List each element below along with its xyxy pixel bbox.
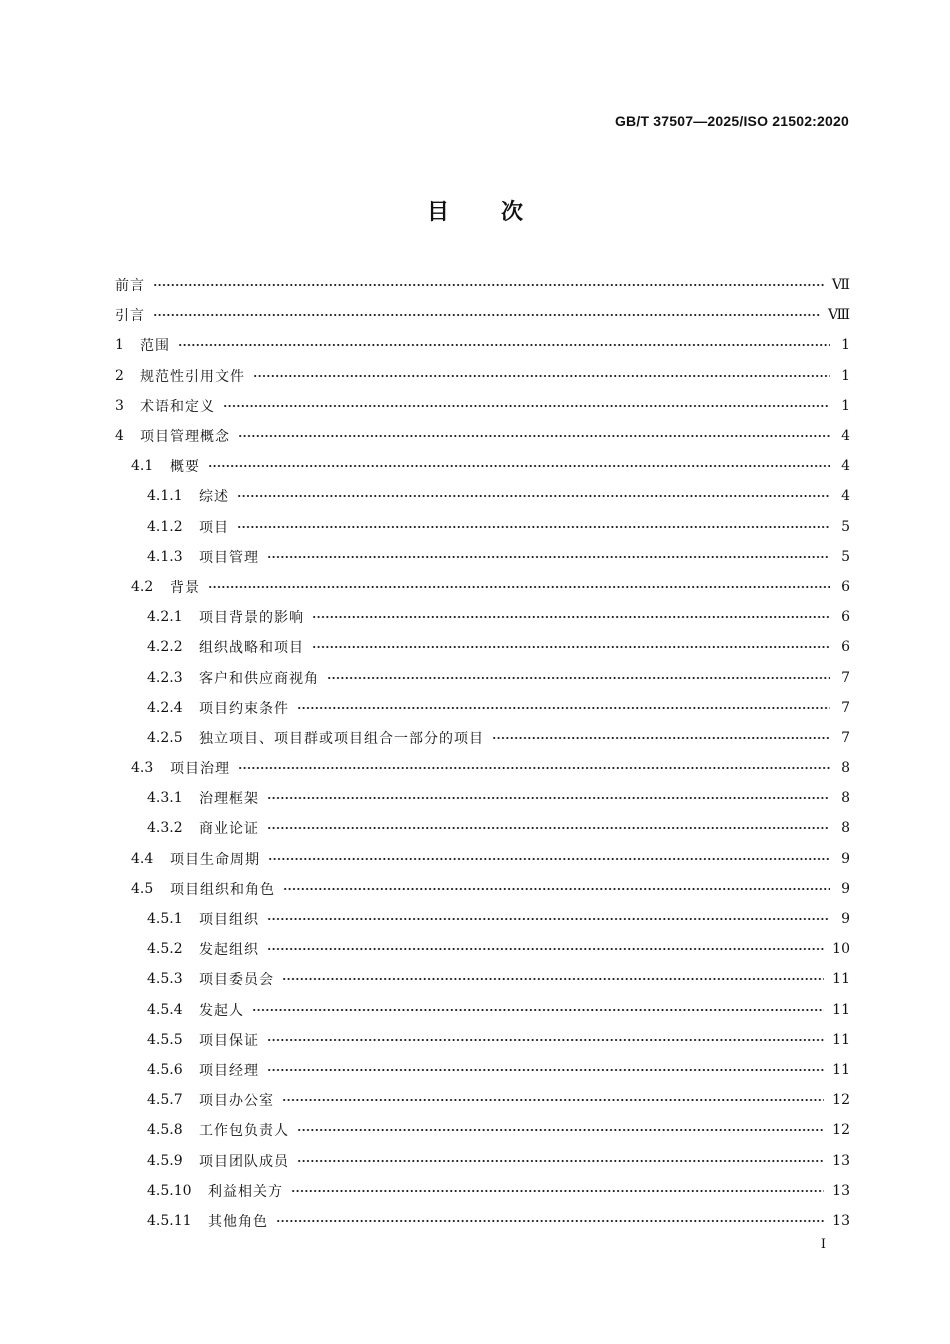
toc-entry[interactable] [115, 361, 850, 391]
toc-entry[interactable] [115, 270, 850, 300]
toc-title [0, 195, 950, 226]
toc-entry[interactable] [115, 1055, 850, 1085]
toc-entry-number: 1 [115, 337, 124, 354]
dot-leader [253, 373, 830, 379]
toc-entry-page: 12 [832, 1092, 850, 1109]
toc-entry[interactable] [115, 512, 850, 542]
toc-entry-title: 范围 [140, 338, 170, 355]
dot-leader [297, 1158, 824, 1164]
toc-entry-number: 4.5.5 [147, 1031, 183, 1048]
dot-leader [297, 1127, 824, 1133]
dot-leader [267, 825, 830, 831]
toc-entry-title: 项目管理 [199, 549, 259, 566]
dot-leader [492, 735, 830, 741]
dot-leader [267, 946, 824, 952]
toc-entry-number: 4.2 [131, 578, 154, 595]
toc-entry[interactable] [115, 572, 850, 602]
dot-leader [238, 433, 830, 439]
toc-entry[interactable] [115, 1145, 850, 1175]
table-of-contents [115, 270, 850, 1236]
dot-leader [153, 312, 820, 318]
toc-entry[interactable] [115, 964, 850, 994]
toc-entry-page: 10 [832, 941, 850, 958]
toc-entry-title: 项目保证 [199, 1032, 259, 1049]
toc-entry-title: 其他角色 [208, 1213, 268, 1230]
dot-leader [312, 614, 830, 620]
toc-entry[interactable] [115, 632, 850, 662]
dot-leader [283, 886, 830, 892]
toc-entry-number: 4.3.2 [147, 820, 183, 837]
toc-entry-title: 引言 [115, 308, 145, 325]
toc-entry-title: 概要 [170, 459, 200, 476]
toc-entry-title: 项目组织 [199, 912, 259, 929]
toc-entry-page: 6 [841, 639, 850, 656]
toc-entry[interactable] [115, 662, 850, 692]
toc-entry-number: 4.2.1 [147, 609, 183, 626]
toc-entry-title: 项目 [199, 519, 229, 536]
toc-entry-title: 发起组织 [199, 942, 259, 959]
toc-entry-page: 11 [832, 1031, 850, 1048]
toc-entry-number: 4.5.1 [147, 911, 183, 928]
toc-entry-number: 4.5.7 [147, 1092, 183, 1109]
dot-leader [297, 705, 830, 711]
toc-entry-page: 5 [841, 548, 850, 565]
toc-entry-title: 综述 [199, 489, 229, 506]
toc-entry-page: 13 [832, 1182, 850, 1199]
toc-entry[interactable] [115, 1176, 850, 1206]
toc-entry-page: Ⅶ [831, 277, 850, 294]
toc-entry-number: 4.1 [131, 458, 154, 475]
toc-entry-page: 4 [841, 458, 850, 475]
dot-leader [267, 795, 830, 801]
toc-entry-number: 4.1.1 [147, 488, 183, 505]
toc-entry-title: 术语和定义 [140, 398, 215, 415]
toc-entry[interactable] [115, 904, 850, 934]
dot-leader [223, 403, 830, 409]
toc-entry-page: 4 [841, 488, 850, 505]
toc-entry-page: 1 [841, 397, 850, 414]
toc-entry-page: 6 [841, 578, 850, 595]
dot-leader [312, 644, 830, 650]
toc-entry-number: 4.5.11 [147, 1212, 192, 1229]
dot-leader [282, 1097, 824, 1103]
toc-entry-title: 项目团队成员 [199, 1153, 289, 1170]
dot-leader [268, 856, 830, 862]
toc-entry-number: 4.5 [131, 880, 154, 897]
dot-leader [267, 916, 830, 922]
toc-entry[interactable] [115, 934, 850, 964]
toc-entry-page: 9 [841, 911, 850, 928]
standard-code: GB/T 37507—2025/ISO 21502:2020 [614, 113, 849, 129]
toc-entry[interactable] [115, 421, 850, 451]
toc-entry-page: 8 [841, 790, 850, 807]
toc-entry-number: 4.1.3 [147, 548, 183, 565]
dot-leader [276, 1218, 824, 1224]
toc-entry[interactable] [115, 874, 850, 904]
toc-entry[interactable] [115, 451, 850, 481]
toc-entry-title: 商业论证 [199, 821, 259, 838]
toc-entry-title: 项目约束条件 [199, 700, 289, 717]
toc-entry[interactable] [115, 1115, 850, 1145]
toc-entry-number: 4.2.3 [147, 669, 183, 686]
toc-entry-page: 7 [841, 699, 850, 716]
toc-entry-page: 13 [832, 1212, 850, 1229]
toc-entry[interactable] [115, 391, 850, 421]
toc-entry[interactable] [115, 1206, 850, 1236]
toc-entry-title: 前言 [115, 278, 145, 295]
toc-entry-number: 4.5.8 [147, 1122, 183, 1139]
toc-entry-page: Ⅷ [827, 307, 850, 324]
toc-entry-page: 8 [841, 760, 850, 777]
toc-entry-number: 4.3.1 [147, 790, 183, 807]
toc-entry-number: 4.3 [131, 760, 154, 777]
dot-leader [267, 554, 830, 560]
toc-entry-title: 项目经理 [199, 1062, 259, 1079]
dot-leader [267, 1037, 824, 1043]
toc-entry-page: 6 [841, 609, 850, 626]
dot-leader [238, 765, 830, 771]
toc-entry-page: 12 [832, 1122, 850, 1139]
toc-entry-number: 4.2.5 [147, 729, 183, 746]
toc-entry-title: 项目办公室 [199, 1093, 274, 1110]
toc-title-char-1: 目 [426, 200, 449, 225]
toc-entry-page: 5 [841, 518, 850, 535]
toc-entry-number: 4.1.2 [147, 518, 183, 535]
toc-entry[interactable] [115, 330, 850, 360]
toc-entry[interactable] [115, 813, 850, 843]
toc-entry-number: 4.4 [131, 850, 154, 867]
toc-entry-page: 9 [841, 850, 850, 867]
toc-entry-number: 4.5.6 [147, 1061, 183, 1078]
toc-entry-number: 4.5.2 [147, 941, 183, 958]
toc-entry[interactable] [115, 1025, 850, 1055]
dot-leader [291, 1188, 824, 1194]
dot-leader [153, 282, 824, 288]
toc-entry-title: 项目组织和角色 [170, 881, 275, 898]
toc-entry-number: 4 [115, 428, 124, 445]
toc-entry-page: 4 [841, 428, 850, 445]
dot-leader [178, 342, 830, 348]
toc-entry-title: 治理框架 [199, 791, 259, 808]
toc-entry-number: 2 [115, 367, 124, 384]
toc-entry-page: 13 [832, 1152, 850, 1169]
toc-entry[interactable] [115, 602, 850, 632]
toc-entry[interactable] [115, 995, 850, 1025]
toc-entry-title: 组织战略和项目 [199, 640, 304, 657]
dot-leader [267, 1067, 824, 1073]
footer-page-number: I [820, 1237, 826, 1252]
toc-entry-page: 9 [841, 880, 850, 897]
dot-leader [208, 584, 830, 590]
toc-entry-title: 项目背景的影响 [199, 610, 304, 627]
dot-leader [252, 1007, 824, 1013]
toc-entry-title: 项目管理概念 [140, 429, 230, 446]
toc-entry-page: 11 [832, 1001, 850, 1018]
toc-entry-title: 利益相关方 [208, 1183, 283, 1200]
toc-entry[interactable] [115, 753, 850, 783]
toc-entry[interactable] [115, 693, 850, 723]
toc-entry-title: 项目生命周期 [170, 851, 260, 868]
toc-entry-title: 客户和供应商视角 [199, 670, 319, 687]
toc-entry-page: 1 [841, 337, 850, 354]
toc-title-char-2: 次 [501, 200, 524, 225]
toc-entry-title: 背景 [170, 579, 200, 596]
toc-entry-number: 4.2.2 [147, 639, 183, 656]
toc-entry-page: 11 [832, 971, 850, 988]
toc-entry-title: 独立项目、项目群或项目组合一部分的项目 [199, 730, 484, 747]
toc-entry-number: 3 [115, 397, 124, 414]
toc-entry[interactable] [115, 481, 850, 511]
toc-entry-page: 7 [841, 729, 850, 746]
toc-entry[interactable] [115, 1085, 850, 1115]
toc-entry[interactable] [115, 723, 850, 753]
dot-leader [282, 976, 824, 982]
toc-entry-number: 4.5.3 [147, 971, 183, 988]
toc-entry-title: 项目委员会 [199, 972, 274, 989]
toc-entry-page: 8 [841, 820, 850, 837]
dot-leader [237, 493, 830, 499]
dot-leader [327, 675, 830, 681]
toc-entry-title: 工作包负责人 [199, 1123, 289, 1140]
toc-entry-title: 项目治理 [170, 761, 230, 778]
toc-entry[interactable] [115, 783, 850, 813]
toc-entry[interactable] [115, 300, 850, 330]
toc-entry-number: 4.2.4 [147, 699, 183, 716]
toc-entry-page: 11 [832, 1061, 850, 1078]
toc-entry-title: 规范性引用文件 [140, 368, 245, 385]
toc-entry[interactable] [115, 844, 850, 874]
toc-entry-page: 1 [841, 367, 850, 384]
toc-entry-number: 4.5.4 [147, 1001, 183, 1018]
dot-leader [237, 524, 830, 530]
toc-entry[interactable] [115, 542, 850, 572]
toc-entry-page: 7 [841, 669, 850, 686]
dot-leader [208, 463, 830, 469]
toc-entry-title: 发起人 [199, 1002, 244, 1019]
toc-entry-number: 4.5.10 [147, 1182, 192, 1199]
toc-entry-number: 4.5.9 [147, 1152, 183, 1169]
